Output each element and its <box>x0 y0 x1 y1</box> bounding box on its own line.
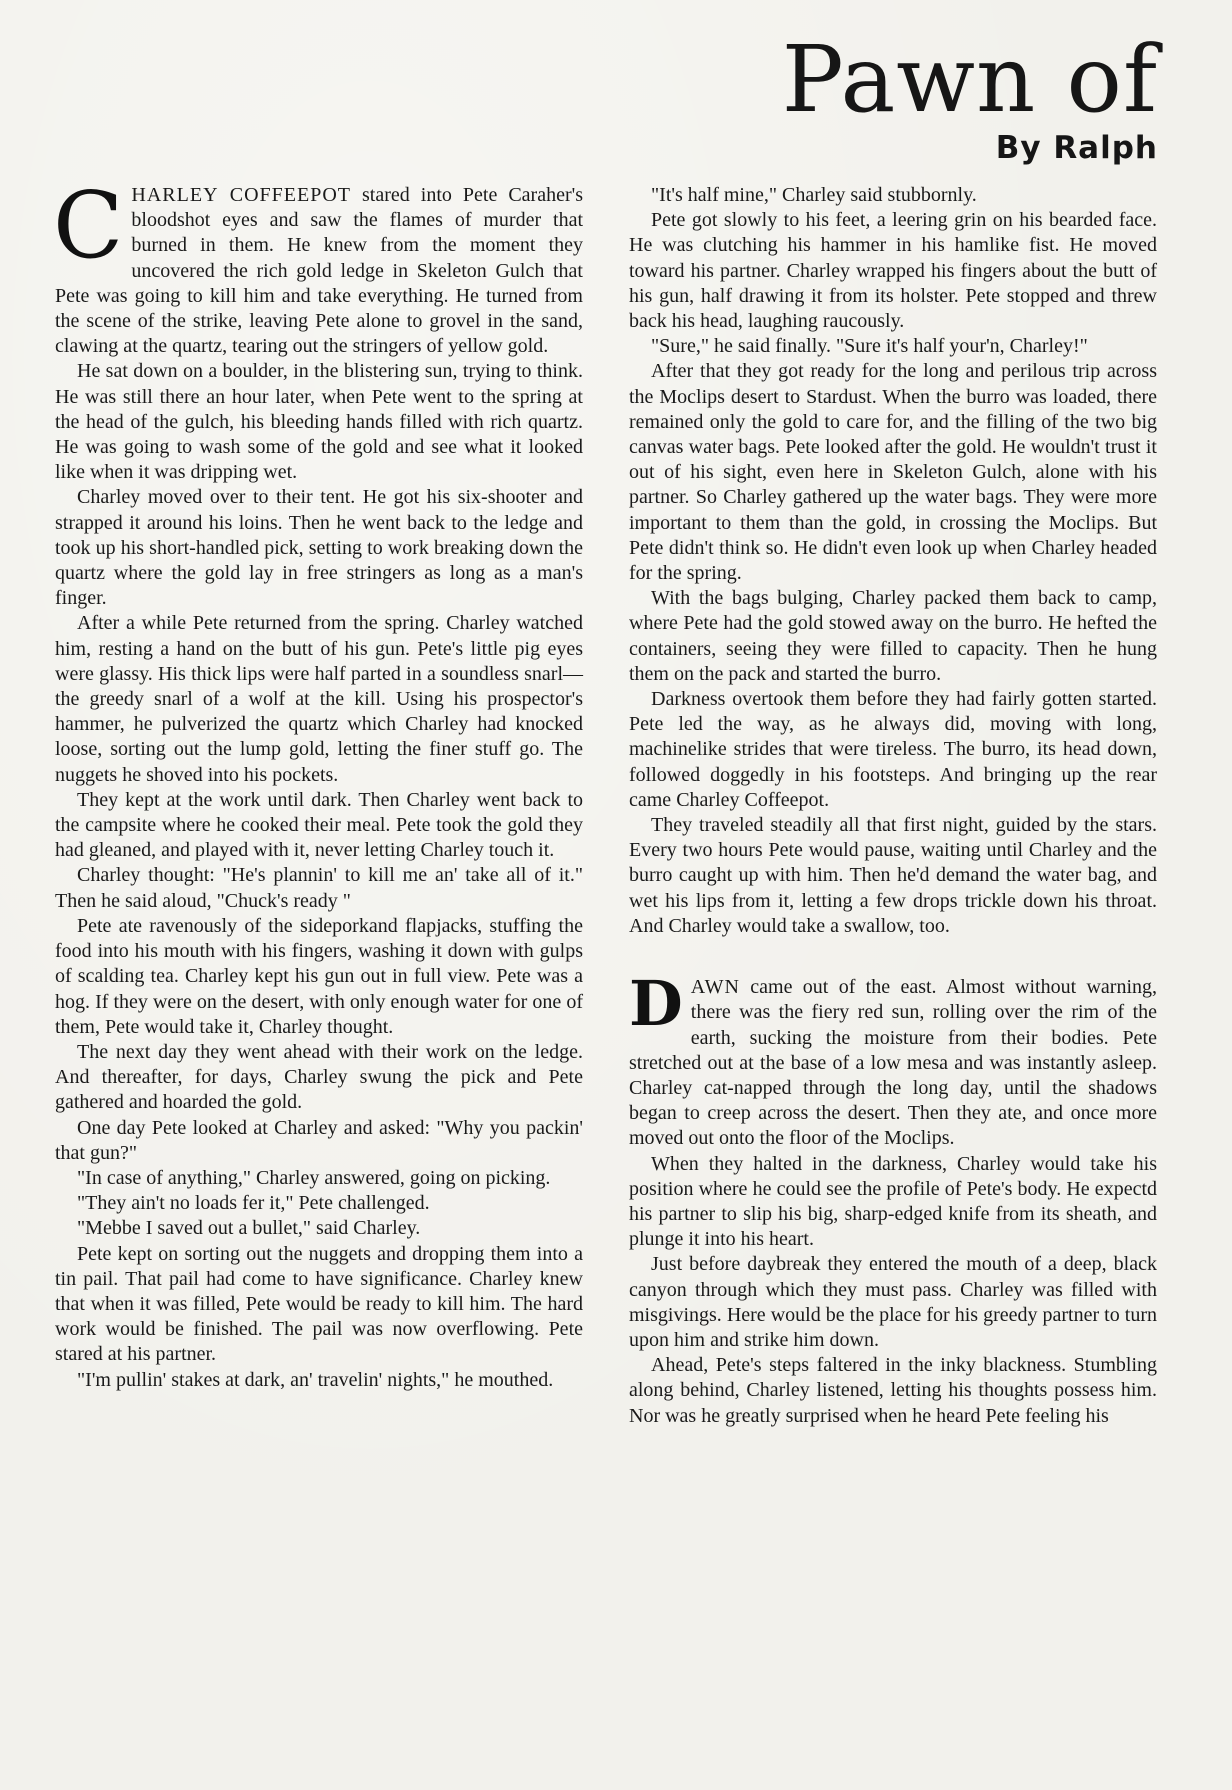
paragraph: Pete got slowly to his feet, a leering grin on his bearded face. He was clutching his hammer in his hamlike fist. He moved toward his partner. Charley wrapped his fingers about the butt of his gun, half drawing it from its holster. Pete stopped and threw back his head, laughing raucously. <box>629 209 1157 333</box>
paragraph: Darkness overtook them before they had fairly gotten started. Pete led the way, as he always did, moving with long, machinelike strides that were tireless. The burro, its head down, followed doggedly in his footsteps. And bringing up the rear came Charley Coffeepot. <box>629 688 1157 811</box>
paragraph: "I'm pullin' stakes at dark, an' travelin' nights," he mouthed. <box>77 1368 554 1391</box>
paragraph: He sat down on a boulder, in the blistering sun, trying to think. He was still there an hour later, when Pete went to the spring at the head of the gulch, his bleeding hands filled with rich quartz. He was going to wash some of the gold and see what it looked like when it was dripping wet. <box>55 360 583 484</box>
right-column <box>629 183 1157 1429</box>
section-two-text: came out of the east. Almost without warning, there was the fiery red sun, rolling over the rim of the earth, sucking the moisture from their bodies. Pete stretched out at the base of a low mesa and was instantly asleep. Charley cat-napped through the long day, until the shadows began to creep across the desert. Then they ate, and once more moved out onto the floor of the Moclips. <box>629 976 1157 1150</box>
paragraph: They kept at the work until dark. Then Charley went back to the campsite where he cooked their meal. Pete took the gold they had gleaned, and played with it, never letting Charley touch it. <box>55 788 583 862</box>
paragraph: "In case of anything," Charley answered, going on picking. <box>77 1166 551 1189</box>
paragraph: After a while Pete returned from the spring. Charley watched him, resting a hand on the butt of his gun. Pete's little pig eyes were glassy. His thick lips were half parted in a soundless snarl—the greedy snarl of a wolf at the kill. Using his prospector's hammer, he pulverized the quartz which Charley had knocked loose, sorting out the lump gold, letting the finer stuff go. The nuggets he shoved into his pockets. <box>55 612 583 786</box>
paragraph: Charley thought: "He's plannin' to kill me an' take all of it." Then he said aloud, "Chuck's ready " <box>55 864 583 912</box>
paragraph: With the bags bulging, Charley packed them back to camp, where Pete had the gold stowed away on the burro. He hefted the containers, seeing they were filled to capacity. Then he hung them on the pack and started the burro. <box>629 587 1157 685</box>
author-byline: By Ralph <box>995 130 1158 166</box>
paragraph: When they halted in the darkness, Charley would take his position where he could see the profile of Pete's body. He expectd his partner to slip his big, sharp-edged knife from its sheath, and plunge it into his heart. <box>629 1152 1157 1251</box>
paragraph: Pete kept on sorting out the nuggets and dropping them into a tin pail. That pail had come to have significance. Charley knew that when it was filled, Pete would be ready to kill him. The hard work would be finished. The pail was now overflowing. Pete stared at his partner. <box>55 1242 583 1366</box>
intro-text: stared into Pete Caraher's bloodshot eyes and saw the flames of murder that burned in them. He knew from the moment they uncovered the rich gold ledge in Skeleton Gulch that Pete was going to kill him and take everything. He turned from the scene of the strike, leaving Pete alone to grovel in the sand, clawing at the quartz, tearing out the stringers of yellow gold. <box>55 184 583 358</box>
section-break <box>629 939 1157 975</box>
drop-cap-d: D <box>629 967 683 1041</box>
paragraph: Charley moved over to their tent. He got his six-shooter and strapped it around his loins. Then he went back to the ledge and took up his short-handled pick, setting to work breaking down the quartz where the gold lay in free stringers as long as a man's finger. <box>55 486 583 610</box>
paragraph: "It's half mine," Charley said stubbornly. <box>651 184 977 206</box>
paragraph: The next day they went ahead with their work on the ledge. And thereafter, for days, Charley swung the pick and Pete gathered and hoarded the gold. <box>55 1040 583 1114</box>
paragraph: "Mebbe I saved out a bullet," said Charley. <box>77 1217 421 1240</box>
intro-lead-words: HARLEY COFFEEPOT <box>131 184 352 206</box>
paragraph: "They ain't no loads fer it," Pete challenged. <box>77 1192 430 1215</box>
paragraph: Pete ate ravenously of the sideporkand flapjacks, stuffing the food into his mouth with his fingers, washing it down with gulps of scalding tea. Charley kept his gun out in full view. Pete was a hog. If they were on the desert, with only enough water for one of them, Pete would take it, Charley thought. <box>55 914 583 1038</box>
paragraph: They traveled steadily all that first night, guided by the stars. Every two hours Pete would pause, waiting until Charley and the burro caught up with him. Then he'd demand the water bag, and wet his lips from it, letting a few drops trickle down his throat. And Charley would take a swallow, too. <box>629 814 1157 937</box>
paragraph: One day Pete looked at Charley and asked: "Why you packin' that gun?" <box>55 1116 583 1164</box>
paragraph: After that they got ready for the long and perilous trip across the Moclips desert to Stardust. When the burro was loaded, there remained only the gold to care for, and the filling of the two big canvas water bags. Pete looked after the gold. He wouldn't trust it out of his sight, even here in Skeleton Gulch, alone with his partner. So Charley gathered up the water bags. They were more important to them than the gold, in crossing the Moclips. But Pete didn't think so. He didn't even look up when Charley headed for the spring. <box>629 360 1157 585</box>
paragraph: "Sure," he said finally. "Sure it's half your'n, Charley!" <box>651 335 1088 358</box>
left-column <box>53 172 583 1393</box>
intro-paragraph <box>53 172 583 359</box>
paragraph: Ahead, Pete's steps faltered in the inky blackness. Stumbling along behind, Charley listened, letting his thoughts possess him. Nor was he greatly surprised when he heard Pete feeling his <box>629 1354 1157 1427</box>
section-two-paragraph <box>629 967 1157 1151</box>
paragraph: Just before daybreak they entered the mouth of a deep, black canyon through which they must pass. Charley was filled with misgivings. Here would be the place for his greedy partner to turn upon him and strike him down. <box>629 1253 1157 1351</box>
drop-cap-c: C <box>53 172 124 279</box>
section-two-lead-word: AWN <box>690 976 740 999</box>
story-title: Pawn of <box>781 26 1158 133</box>
